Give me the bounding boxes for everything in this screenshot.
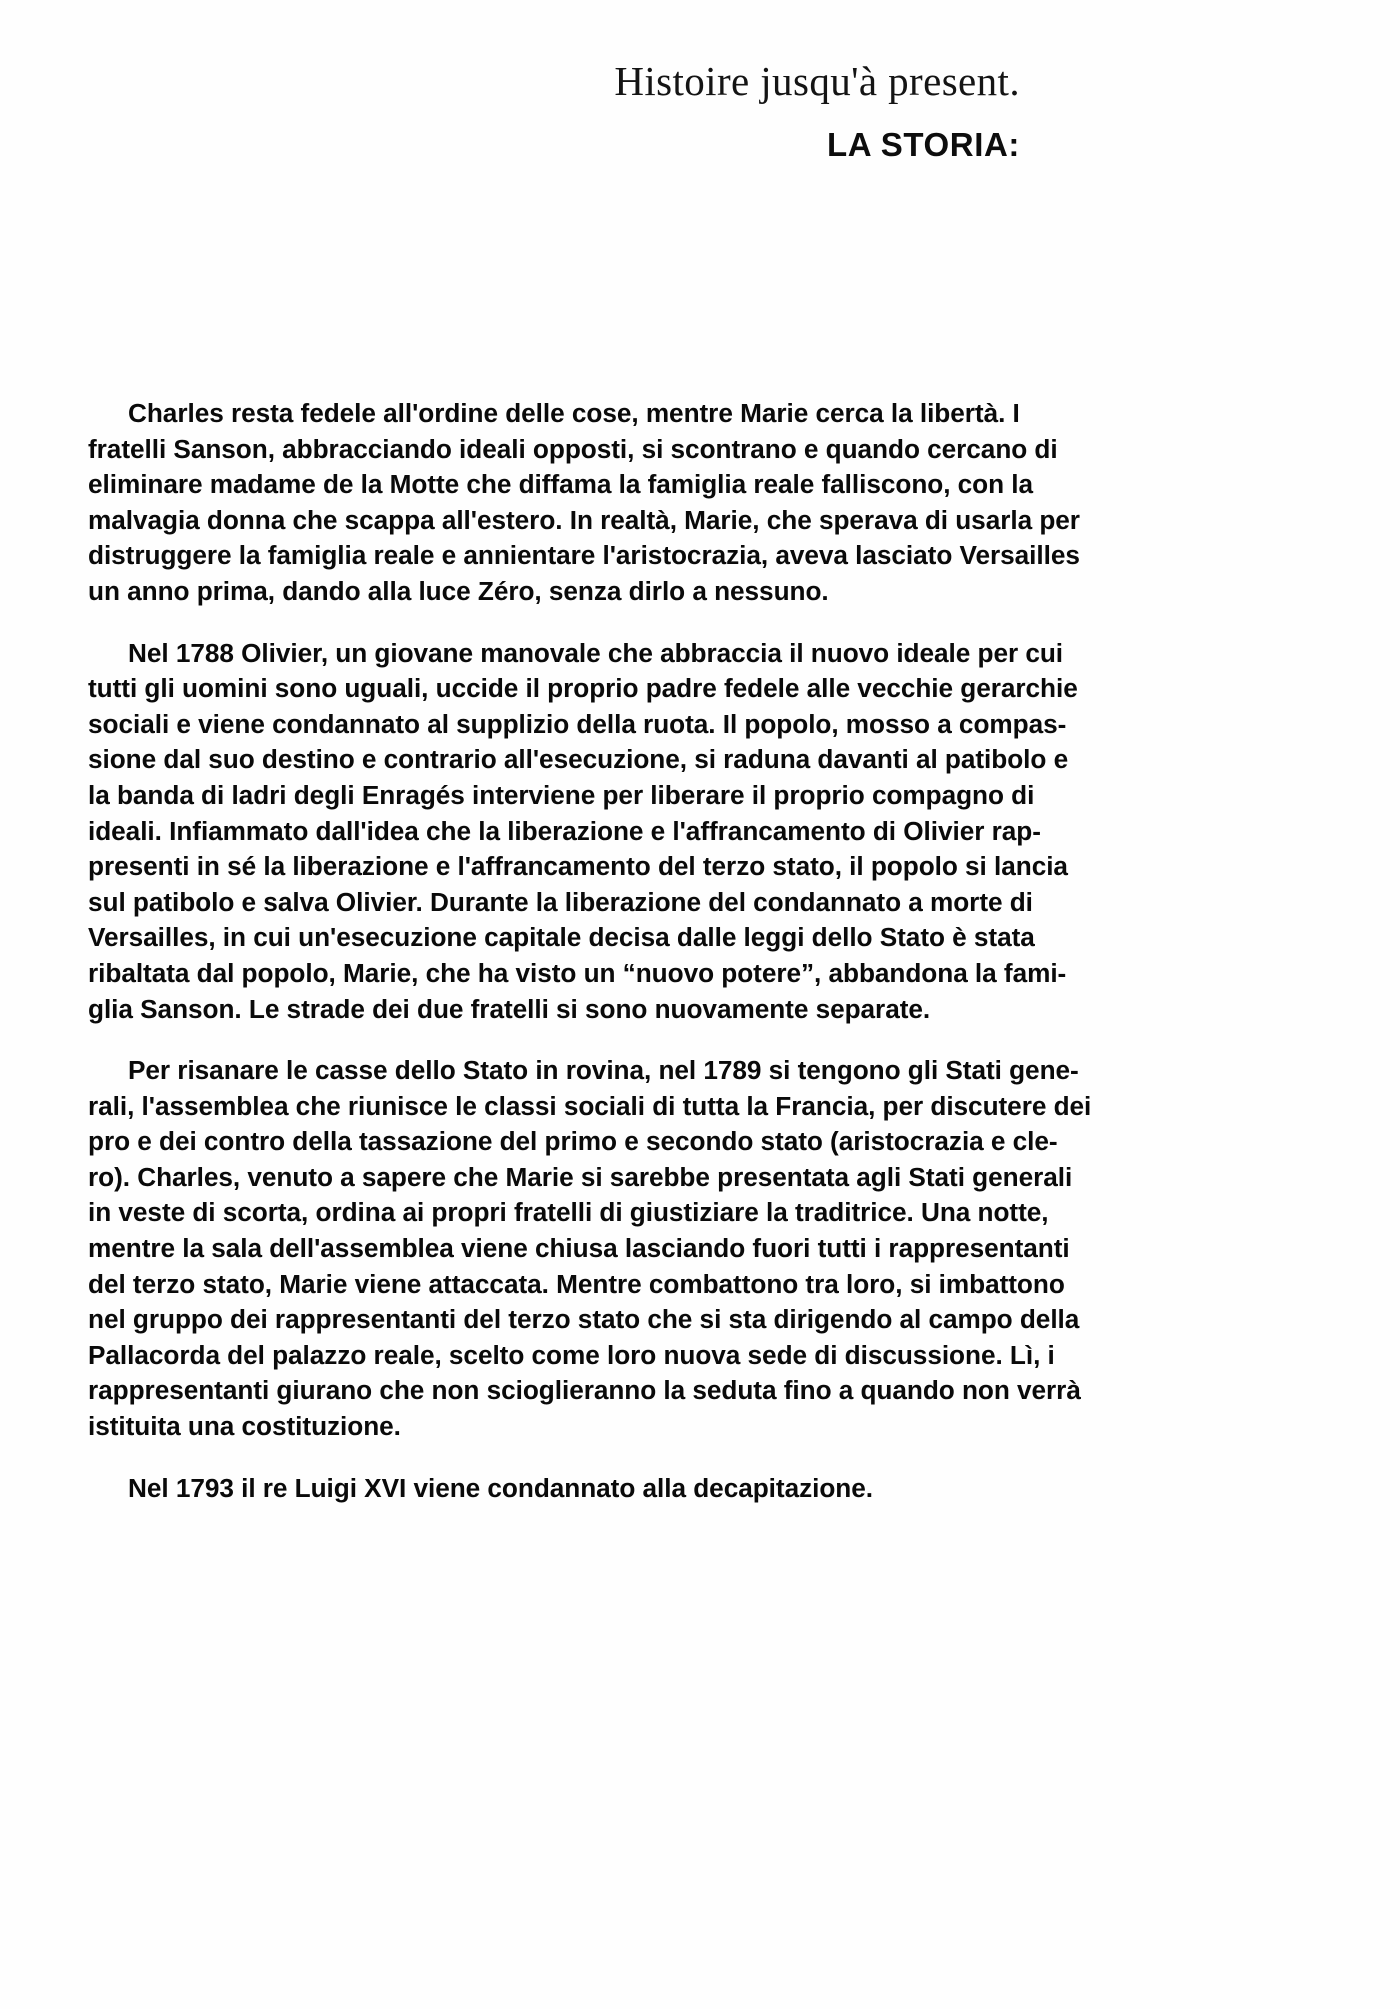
text-line: presenti in sé la liberazione e l'affrancamento del terzo stato, il popolo si lancia	[88, 851, 1068, 882]
paragraph-3	[88, 1053, 1092, 1445]
body-text	[88, 396, 1092, 1506]
page-subtitle: LA STORIA:	[827, 126, 1020, 164]
text-line: ribaltata dal popolo, Marie, che ha visto un “nuovo potere”, abbandona la fami-	[88, 957, 1067, 988]
text-line: Per risanare le casse dello Stato in rovina, nel 1789 si tengono gli Stati gene-	[128, 1055, 1079, 1086]
text-line: istituita una costituzione.	[88, 1411, 401, 1442]
text-line: Nel 1793 il re Luigi XVI viene condannato alla decapitazione.	[128, 1472, 873, 1503]
text-line: eliminare madame de la Motte che diffama la famiglia reale falliscono, con la	[88, 469, 1034, 500]
text-line: Nel 1788 Olivier, un giovane manovale che abbraccia il nuovo ideale per cui	[128, 637, 1064, 668]
text-line: Pallacorda del palazzo reale, scelto come loro nuova sede di discussione. Lì, i	[88, 1339, 1055, 1370]
paragraph-2	[88, 636, 1078, 1028]
page-header	[88, 58, 1020, 165]
text-line: fratelli Sanson, abbracciando ideali opposti, si scontrano e quando cercano di	[88, 433, 1058, 464]
text-line: un anno prima, dando alla luce Zéro, senza dirlo a nessuno.	[88, 575, 829, 606]
text-line: del terzo stato, Marie viene attaccata. Mentre combattono tra loro, si imbattono	[88, 1268, 1065, 1299]
text-line: sione dal suo destino e contrario all'esecuzione, si raduna davanti al patibolo e	[88, 744, 1069, 775]
paragraph-4	[88, 1471, 1014, 1507]
text-line: glia Sanson. Le strade dei due fratelli si sono nuovamente separate.	[88, 993, 931, 1024]
text-line: nel gruppo dei rappresentanti del terzo stato che si sta dirigendo al campo della	[88, 1304, 1080, 1335]
text-line: Charles resta fedele all'ordine delle cose, mentre Marie cerca la libertà. I	[128, 398, 1020, 428]
paragraph-1	[88, 396, 1080, 610]
text-line: rali, l'assemblea che riunisce le classi sociali di tutta la Francia, per discutere dei	[88, 1090, 1092, 1121]
text-line: ideali. Infiammato dall'idea che la liberazione e l'affrancamento di Olivier rap-	[88, 815, 1041, 846]
text-line: pro e dei contro della tassazione del primo e secondo stato (aristocrazia e cle-	[88, 1126, 1058, 1157]
text-line: tutti gli uomini sono uguali, uccide il proprio padre fedele alle vecchie gerarchie	[88, 673, 1078, 704]
text-line: mentre la sala dell'assemblea viene chiusa lasciando fuori tutti i rappresentanti	[88, 1233, 1070, 1264]
text-line: in veste di scorta, ordina ai propri fratelli di giustiziare la traditrice. Una notte,	[88, 1197, 1049, 1228]
text-line: ro). Charles, venuto a sapere che Marie si sarebbe presentata agli Stati generali	[88, 1161, 1073, 1192]
text-line: sul patibolo e salva Olivier. Durante la liberazione del condannato a morte di	[88, 886, 1033, 917]
text-line: la banda di ladri degli Enragés interviene per liberare il proprio compagno di	[88, 779, 1035, 810]
text-line: rappresentanti giurano che non scioglieranno la seduta fino a quando non verrà	[88, 1375, 1081, 1406]
text-line: Versailles, in cui un'esecuzione capitale decisa dalle leggi dello Stato è stata	[88, 922, 1035, 953]
text-line: sociali e viene condannato al supplizio della ruota. Il popolo, mosso a compas-	[88, 708, 1067, 739]
text-line: malvagia donna che scappa all'estero. In realtà, Marie, che sperava di usarla per	[88, 504, 1080, 535]
text-line: distruggere la famiglia reale e annientare l'aristocrazia, aveva lasciato Versailles	[88, 540, 1080, 571]
page-title: Histoire jusqu'à present.	[614, 58, 1020, 104]
